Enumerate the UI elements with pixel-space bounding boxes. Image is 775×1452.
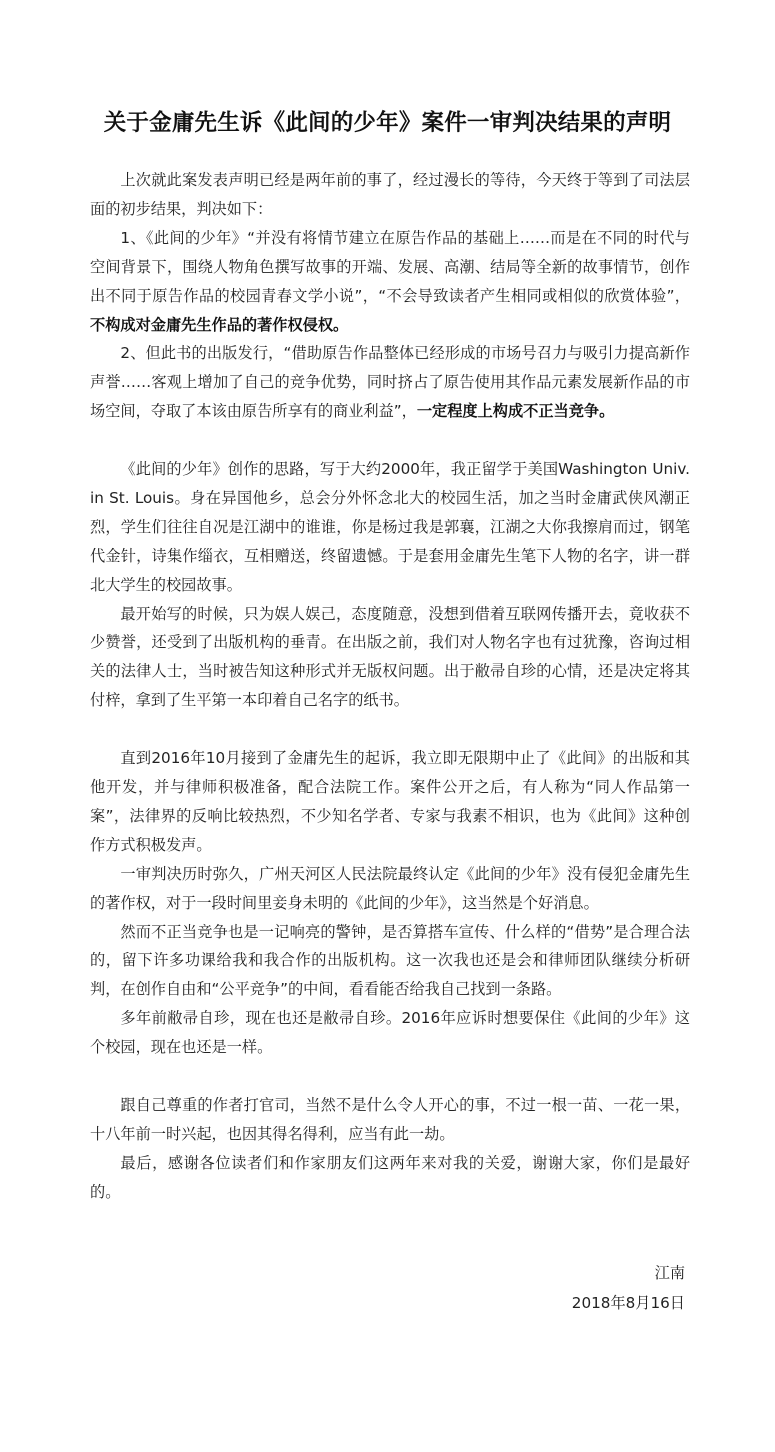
signature-date: 2018年8月16日 [571,1294,685,1312]
section-gap [90,426,690,455]
paragraph-ruling-2 [90,339,690,426]
ruling-1-conclusion: 不构成对金庸先生作品的著作权侵权。 [90,315,349,334]
paragraph-intro: 上次就此案发表声明已经是两年前的事了，经过漫长的等待，今天终于等到了司法层面的初步结果，判决如下： [90,171,690,218]
paragraph-thanks: 最后，感谢各位读者们和作家朋友们这两年来对我的关爱，谢谢大家，你们是最好的。 [90,1153,690,1201]
paragraph-lawsuit: 直到2016年10月接到了金庸先生的起诉，我立即无限期中止了《此间》的出版和其他开发，并与律师积极准备，配合法院工作。案件公开之后，有人称为“同人作品第一案”，法律界的反响比较热烈，不少知名学者、专家与我素不相识，也为《此间》这种创作方式积极发声。 [90,749,690,854]
paragraph-ruling-1 [90,224,690,340]
paragraph-campus: 多年前敝帚自珍，现在也还是敝帚自珍。2016年应诉时想要保住《此间的少年》这个校园，现在也还是一样。 [90,1009,690,1057]
paragraph-publication: 最开始写的时候，只为娱人娱己，态度随意，没想到借着互联网传播开去，竟收获不少赞誉，还受到了出版机构的垂青。在出版之前，我们对人物名字也有过犹豫，咨询过相关的法律人士，当时被告知这种形式并无版权问题。出于敝帚自珍的心情，还是决定将其付梓，拿到了生平第一本印着自己名字的纸书。 [90,604,690,710]
section-gap [90,1062,690,1091]
paragraph-reflection: 跟自己尊重的作者打官司，当然不是什么令人开心的事，不过一根一苗、一花一果，十八年前一时兴起，也因其得名得利，应当有此一劫。 [90,1095,690,1143]
paragraph-warning: 然而不正当竞争也是一记响亮的警钟，是否算搭车宣传、什么样的“借势”是合理合法的，留下许多功课给我和我合作的出版机构。这一次我也还是会和律师团队继续分析研判，在创作自由和“公平竞争”的中间，看看能否给我自己找到一条路。 [90,922,690,999]
signature-author: 江南 [654,1264,685,1282]
paragraph-background: 《此间的少年》创作的思路，写于大约2000年，我正留学于美国Washington Univ. in St. Louis。身在异国他乡，总会分外怀念北大的校园生活，加之当时金庸武侠风潮正烈，学生们往往自况是江湖中的谁谁，你是杨过我是郭襄，江湖之大你我擦肩而过，钢笔代金针，诗集作缁衣，互相赠送，终留遗憾。于是套用金庸先生笔下人物的名字，讲一群北大学生的校园故事。 [90,460,690,594]
statement-title: 关于金庸先生诉《此间的少年》案件一审判决结果的声明 [103,110,672,137]
ruling-1-text: 1、《此间的少年》“并没有将情节建立在原告作品的基础上……而是在不同的时代与空间背景下，围绕人物角色撰写故事的开端、发展、高潮、结局等全新的故事情节，创作出不同于原告作品的校园青春文学小说”，“不会导致读者产生相同或相似的欣赏体验”， [90,228,690,305]
ruling-2-conclusion: 一定程度上构成不正当竞争。 [416,402,615,421]
paragraph-judgment: 一审判决历时弥久，广州天河区人民法院最终认定《此间的少年》没有侵犯金庸先生的著作权，对于一段时间里妾身未明的《此间的少年》，这当然是个好消息。 [90,864,690,912]
statement-body [90,166,690,1207]
section-gap [90,715,690,744]
ruling-2-text: 2、但此书的出版发行，“借助原告作品整体已经形成的市场号召力与吸引力提高新作声誉……客观上增加了自己的竞争优势，同时挤占了原告使用其作品元素发展新作品的市场空间，夺取了本该由原告所享有的商业利益”， [90,344,690,421]
signature-block [572,1259,685,1319]
